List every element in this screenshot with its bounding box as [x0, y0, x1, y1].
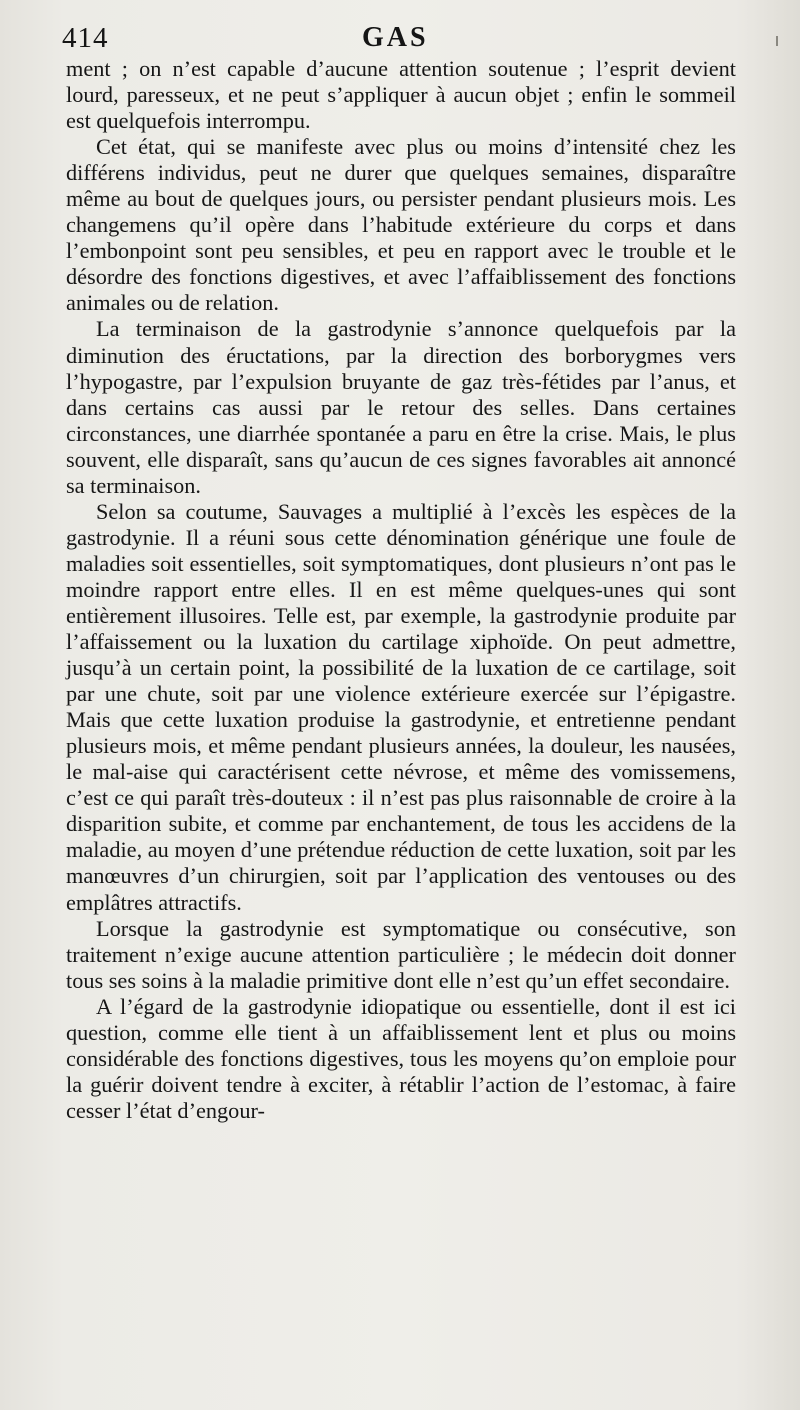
- paragraph: A l’égard de la gastrodynie idiopatique ou essentielle, dont il est ici question, comme elle tient à un affaiblissement lent et plus ou moins considérable des fonctions digestives, tous les moyens qu’on emploie pour la guérir doivent tendre à exciter, à rétablir l’action de l’estomac, à faire cesser l’état d’engour-: [66, 993, 736, 1123]
- paragraph: Selon sa coutume, Sauvages a multiplié à l’excès les espèces de la gastrodynie. Il a réuni sous cette dénomination générique une foule de maladies soit essentielles, soit symptomatiques, dont plusieurs n’ont pas le moindre rapport entre elles. Il en est même quelques-unes qui sont entièrement illusoires. Telle est, par exemple, la gastrodynie produite par l’affaissement ou la luxation du cartilage xiphoïde. On peut admettre, jusqu’à un certain point, la possibilité de la luxation de ce cartilage, soit par une chute, soit par une violence extérieure exercée sur l’épigastre. Mais que cette luxation produise la gastrodynie, et entretienne pendant plusieurs mois, et même pendant plusieurs années, la douleur, les nausées, le mal-aise qui caractérisent cette névrose, et même des vomissemens, c’est ce qui paraît très-douteux : il n’est pas plus raisonnable de croire à la disparition subite, et comme par enchantement, de tous les accidens de la maladie, au moyen d’une prétendue réduction de cette luxation, soit par les manœuvres d’un chirurgien, soit par l’application des ventouses ou des emplâtres attractifs.: [66, 498, 736, 915]
- page-number: 414: [62, 22, 109, 54]
- paragraph: Lorsque la gastrodynie est symptomatique ou consécutive, son traitement n’exige aucune attention particulière ; le médecin doit donner tous ses soins à la maladie primitive dont elle n’est qu’un effet secondaire.: [66, 915, 736, 993]
- paragraph: La terminaison de la gastrodynie s’annonce quelquefois par la diminution des éructations, par la direction des borborygmes vers l’hypogastre, par l’expulsion bruyante de gaz très-fétides par l’anus, et dans certains cas aussi par le retour des selles. Dans certaines circonstances, une diarrhée spontanée a paru en être la crise. Mais, le plus souvent, elle disparaît, sans qu’aucun de ces signes favorables ait annoncé sa terminaison.: [66, 316, 736, 498]
- body-text: [66, 56, 736, 1124]
- page-edge-mark: [776, 36, 778, 46]
- paragraph-continuation: ment ; on n’est capable d’aucune attention soutenue ; l’esprit devient lourd, paresseux, et ne peut s’appliquer à aucun objet ; enfin le sommeil est quelquefois interrompu.: [66, 56, 736, 134]
- paragraph: Cet état, qui se manifeste avec plus ou moins d’intensité chez les différens individus, peut ne durer que quelques semaines, disparaître même au bout de quelques jours, ou persister pendant plusieurs mois. Les changemens qu’il opère dans l’habitude extérieure du corps et dans l’embonpoint sont peu sensibles, et peu en rapport avec le trouble et le désordre des fonctions digestives, et avec l’affaiblissement des fonctions animales ou de relation.: [66, 134, 736, 316]
- page-header: [62, 22, 742, 58]
- running-head: GAS: [362, 22, 429, 53]
